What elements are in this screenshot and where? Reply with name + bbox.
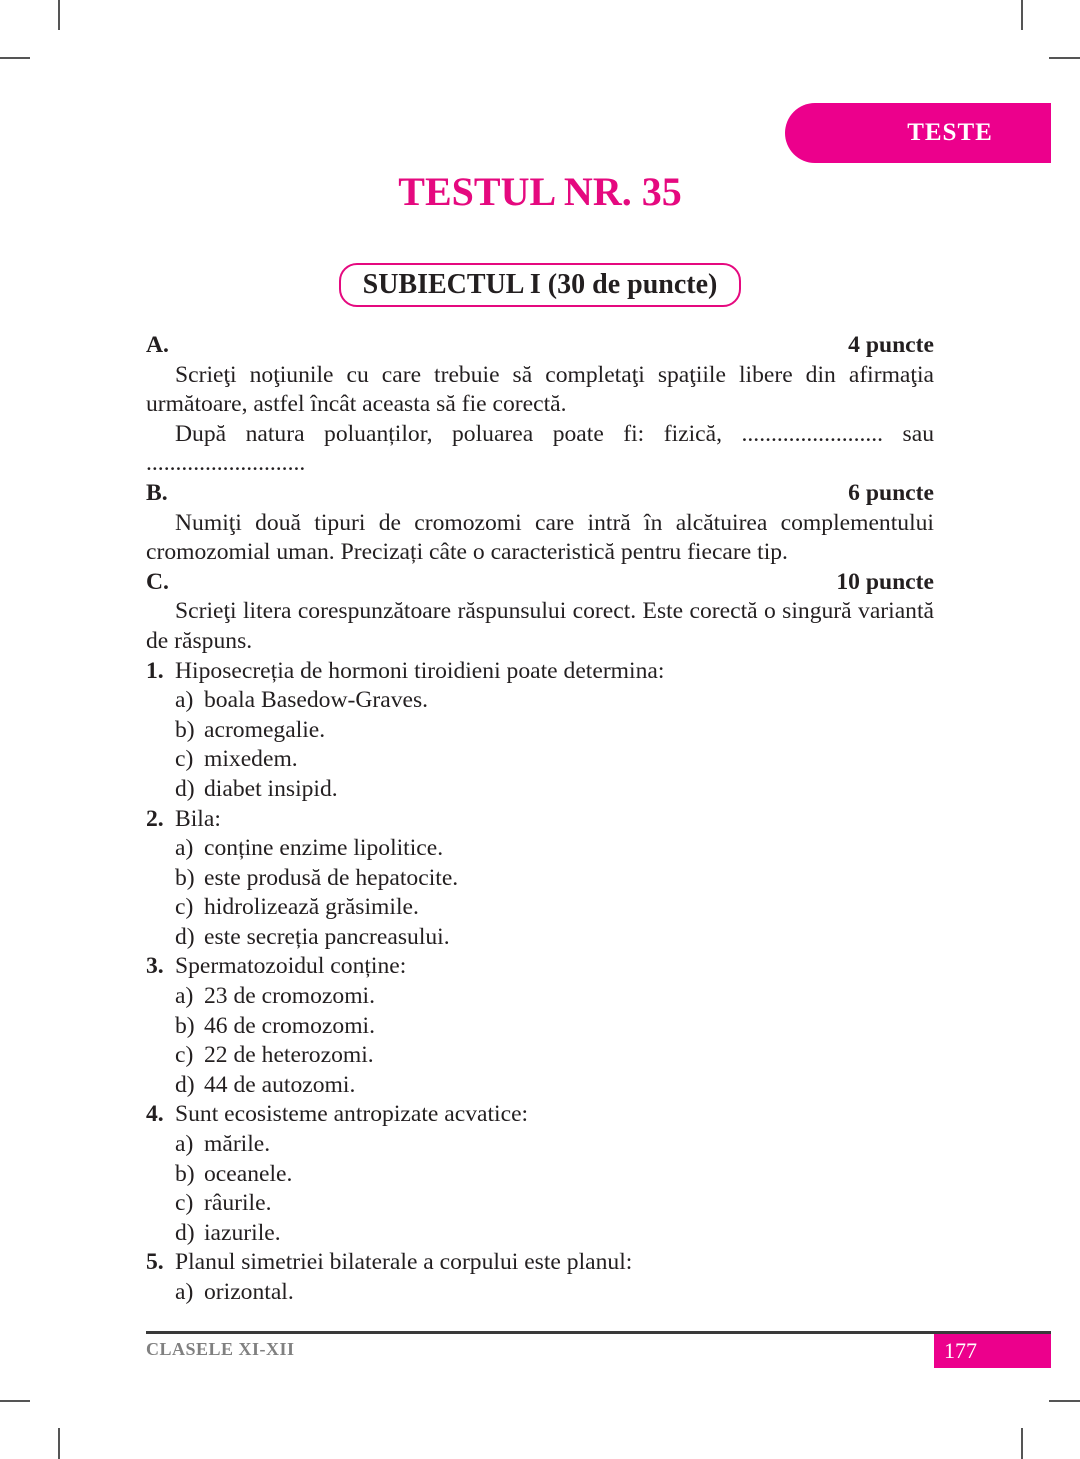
option-text: 22 de heterozomi. [204,1042,374,1069]
section-c-header [146,568,934,598]
question-list [146,657,934,1308]
option-text: este secreția pancreasului. [204,923,450,950]
question-number: 1. [146,657,164,684]
option-letter: a) [175,1131,194,1158]
option-letter: a) [175,687,194,714]
answer-option [146,1219,934,1249]
option-letter: a) [175,983,194,1010]
question [146,1100,934,1130]
option-text: boala Basedow-Graves. [204,687,429,714]
section-a-instruction: Scrieţi noţiunile cu care trebuie să completaţi spaţiile libere din afirmaţia următoare, astfel încât aceasta să fie corectă. [146,361,934,418]
option-text: hidrolizează grăsimile. [204,894,419,921]
section-a-header [146,331,934,361]
subject-heading [339,263,741,307]
answer-option [146,686,934,716]
option-letter: a) [175,1279,194,1305]
option-text: râurile. [204,1190,272,1217]
section-points: 6 puncte [848,479,934,506]
option-letter: b) [175,1012,195,1039]
question-text: Planul simetriei bilaterale a corpului este planul: [175,1249,633,1276]
page-number-text: 177 [944,1338,977,1363]
question-number: 2. [146,805,164,832]
answer-option [146,864,934,894]
question [146,952,934,982]
option-text: 44 de autozomi. [204,1071,356,1098]
option-letter: b) [175,716,195,743]
answer-option [146,982,934,1012]
answer-option [146,716,934,746]
option-letter: d) [175,775,195,802]
option-text: mările. [204,1131,271,1158]
section-letter: C. [146,568,169,595]
section-points: 4 puncte [848,332,934,358]
option-text: este produsă de hepatocite. [204,864,459,891]
question-number: 4. [146,1101,164,1128]
footer-class-label: CLASELE XI-XII [146,1339,295,1359]
section-letter: B. [146,479,168,506]
section-points: 10 puncte [836,568,934,595]
crop-mark [0,1400,30,1402]
option-letter: d) [175,1219,195,1246]
option-letter: d) [175,1071,195,1098]
answer-option [146,1189,934,1219]
option-text: diabet insipid. [204,775,338,802]
section-letter: A. [146,332,169,358]
option-letter: c) [175,894,194,921]
question-text: Bila: [175,805,221,832]
answer-option [146,893,934,923]
option-text: mixedem. [204,746,298,773]
question [146,1248,934,1278]
option-letter: d) [175,923,195,950]
option-text: iazurile. [204,1219,281,1246]
answer-option [146,1071,934,1101]
section-tab [785,103,1051,163]
question-text: Hiposecreția de hormoni tiroidieni poate determina: [175,657,665,684]
crop-mark [1049,57,1080,59]
option-text: oceanele. [204,1160,293,1187]
question-text: Spermatozoidul conține: [175,953,407,980]
crop-mark [58,1428,60,1459]
question-text: Sunt ecosisteme antropizate acvatice: [175,1101,529,1128]
page-number [934,1334,1051,1368]
answer-option [146,1012,934,1042]
option-text: orizontal. [204,1279,294,1305]
answer-option [146,1130,934,1160]
option-text: 46 de cromozomi. [204,1012,376,1039]
option-letter: b) [175,1160,195,1187]
crop-mark [1049,1400,1080,1402]
option-text: conține enzime lipolitice. [204,835,444,862]
test-content [146,331,934,1308]
crop-mark [58,0,60,30]
option-letter: c) [175,1190,194,1217]
answer-option [146,775,934,805]
answer-option [146,1160,934,1190]
question-number: 3. [146,953,164,980]
answer-option [146,745,934,775]
answer-option [146,834,934,864]
answer-option [146,1041,934,1071]
crop-mark [1021,0,1023,30]
crop-mark [0,57,30,59]
option-letter: b) [175,864,195,891]
question [146,805,934,835]
crop-mark [1021,1428,1023,1459]
option-text: 23 de cromozomi. [204,983,376,1010]
page-title: TESTUL NR. 35 [398,169,682,214]
option-text: acromegalie. [204,716,326,743]
subject-heading-label: SUBIECTUL I (30 de puncte) [362,269,718,300]
answer-option [146,1278,934,1308]
question [146,657,934,687]
answer-option [146,923,934,953]
section-c-instruction: Scrieţi litera corespunzătoare răspunsului corect. Este corectă o singură variantă de răspuns. [146,598,934,654]
section-b-instruction: Numiţi două tipuri de cromozomi care intră în alcătuirea complementului cromozomial uman. Precizați câte o caracteristică pentru fiecare tip. [146,509,934,566]
option-letter: c) [175,1042,194,1069]
section-b-header [146,479,934,509]
section-a-statement: După natura poluanților, poluarea poate fi: fizică, ........................ sau ........................... [146,420,934,477]
footer-divider [146,1331,1051,1334]
option-letter: c) [175,746,194,773]
option-letter: a) [175,835,194,862]
question-number: 5. [146,1249,164,1276]
section-tab-label: TESTE [907,119,993,146]
